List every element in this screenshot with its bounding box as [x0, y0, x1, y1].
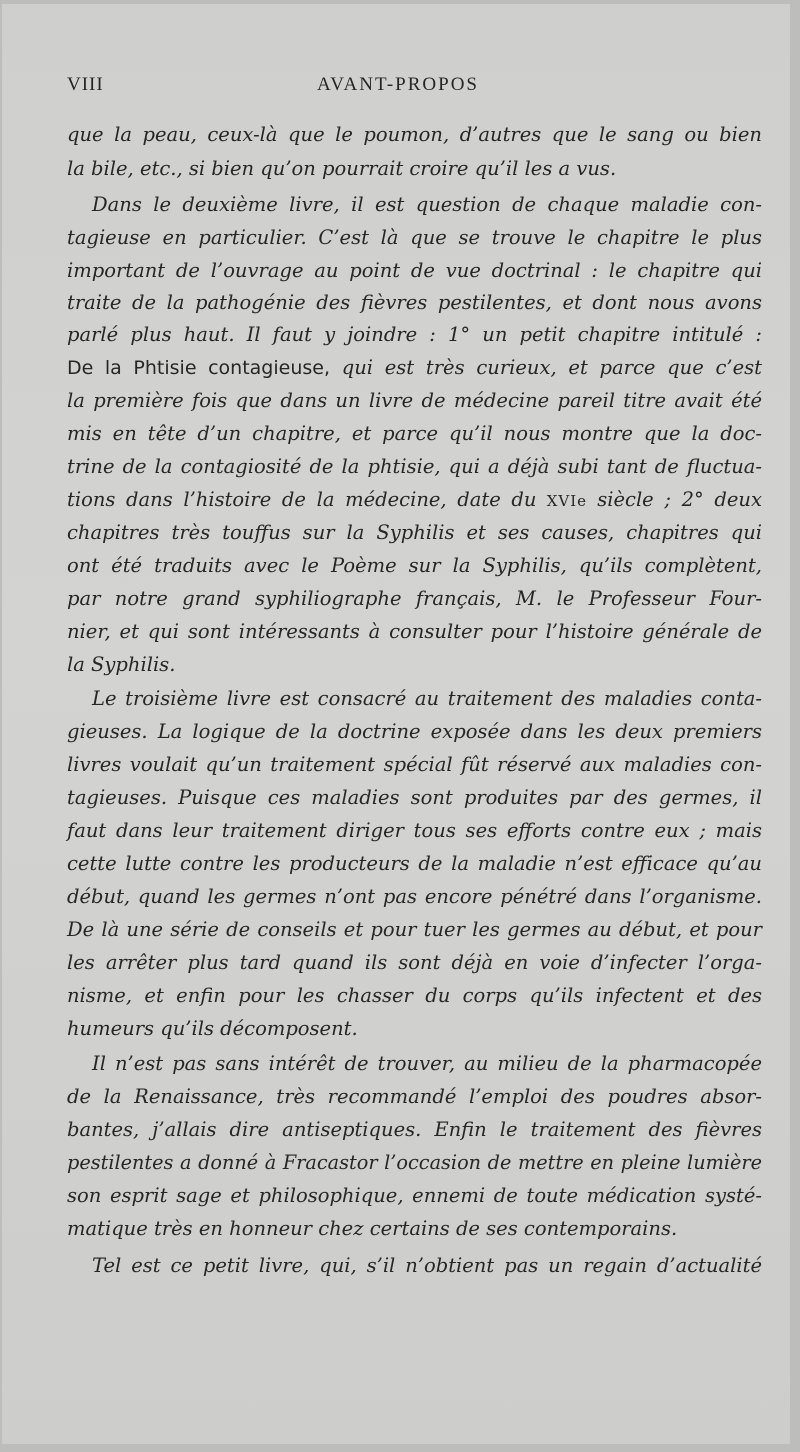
- page-number: VIII: [67, 74, 104, 95]
- text-line: gieuses. La logique de la doctrine exposée dans les deux premiers: [67, 720, 762, 743]
- text-line: bantes, j’allais dire antiseptiques. Enfin le traitement des fièvres: [67, 1118, 762, 1141]
- text-line: trine de la contagiosité de la phtisie, qui a déjà subi tant de fluctua-: [67, 455, 762, 478]
- text-line: traite de la pathogénie des fièvres pestilentes, et dont nous avons: [67, 291, 762, 314]
- text-line: livres voulait qu’un traitement spécial fût réservé aux maladies con-: [67, 753, 762, 776]
- text-line: mis en tête d’un chapitre, et parce qu’il nous montre que la doc-: [67, 422, 762, 445]
- page-header: [67, 74, 762, 98]
- text-line: Le troisième livre est consacré au traitement des maladies conta-: [92, 687, 762, 710]
- text-line: important de l’ouvrage au point de vue doctrinal : le chapitre qui: [67, 259, 762, 282]
- text-line: nisme, et enfin pour les chasser du corps qu’ils infectent et des: [67, 984, 762, 1007]
- text-line: tagieuses. Puisque ces maladies sont produites par des germes, il: [67, 786, 762, 809]
- chapter-title-text: De la Phtisie contagieuse,: [67, 357, 330, 379]
- text-line: de la Renaissance, très recommandé l’emploi des poudres absor-: [67, 1085, 762, 1108]
- text-line: nier, et qui sont intéressants à consulter pour l’histoire générale de: [67, 620, 762, 643]
- text-line: De la Phtisie contagieuse, qui est très curieux, et parce que c’est: [67, 356, 762, 379]
- text-line: ont été traduits avec le Poème sur la Syphilis, qu’ils complètent,: [67, 554, 762, 577]
- text-line: humeurs qu’ils décomposent.: [67, 1017, 358, 1040]
- text-line: par notre grand syphiliographe français, M. le Professeur Four-: [67, 587, 762, 610]
- text-line: matique très en honneur chez certains de ses contemporains.: [67, 1217, 678, 1240]
- text-line: Tel est ce petit livre, qui, s’il n’obtient pas un regain d’actualité: [92, 1254, 762, 1277]
- text-line: tagieuse en particulier. C’est là que se trouve le chapitre le plus: [67, 226, 762, 249]
- text-line: cette lutte contre les producteurs de la maladie n’est efficace qu’au: [67, 852, 762, 875]
- text-line: Il n’est pas sans intérêt de trouver, au milieu de la pharmacopée: [92, 1052, 762, 1075]
- text-line: faut dans leur traitement diriger tous ses efforts contre eux ; mais: [67, 819, 762, 842]
- text-line: chapitres très touffus sur la Syphilis et ses causes, chapitres qui: [67, 521, 762, 544]
- text-line: tions dans l’histoire de la médecine, date du XVIe siècle ; 2° deux: [67, 488, 762, 511]
- text-line: pestilentes a donné à Fracastor l’occasion de mettre en pleine lumière: [67, 1151, 762, 1174]
- text-line: que la peau, ceux-là que le poumon, d’autres que le sang ou bien: [67, 123, 762, 146]
- text-line: la première fois que dans un livre de médecine pareil titre avait été: [67, 389, 762, 412]
- running-head: AVANT-PROPOS: [317, 74, 479, 95]
- century-numeral: XVIe: [536, 492, 598, 510]
- text-line: parlé plus haut. Il faut y joindre : 1° un petit chapitre intitulé :: [67, 323, 762, 346]
- text-line: début, quand les germes n’ont pas encore pénétré dans l’organisme.: [67, 885, 762, 908]
- text-line: les arrêter plus tard quand ils sont déjà en voie d’infecter l’orga-: [67, 951, 762, 974]
- book-page: [2, 4, 790, 1444]
- text-line: son esprit sage et philosophique, ennemi de toute médication systé-: [67, 1184, 762, 1207]
- text-line: Dans le deuxième livre, il est question de chaque maladie con-: [92, 193, 762, 216]
- text-line: De là une série de conseils et pour tuer les germes au début, et pour: [67, 918, 762, 941]
- text-line: la Syphilis.: [67, 653, 176, 676]
- text-line: la bile, etc., si bien qu’on pourrait croire qu’il les a vus.: [67, 157, 617, 180]
